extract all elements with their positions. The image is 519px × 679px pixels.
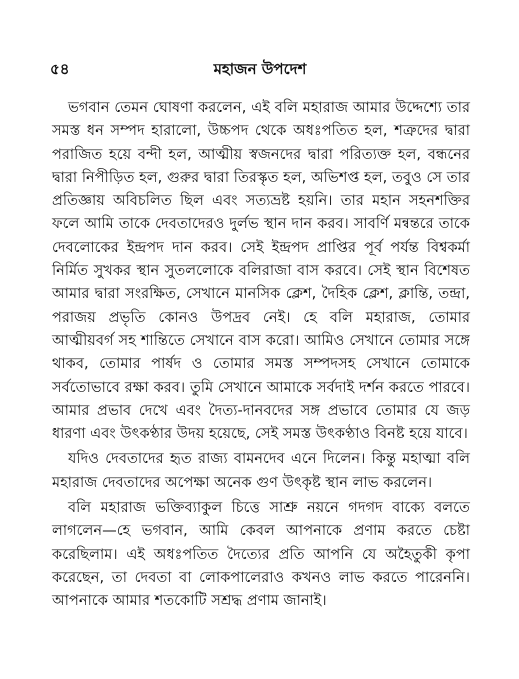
running-title: মহাজন উপদেশ <box>213 60 307 78</box>
page-body <box>52 96 470 613</box>
paragraph-3: বলি মহারাজ ভক্তিব্যাকুল চিত্তে সাশ্রু নয়নে গদগদ বাক্যে বলতে লাগলেন—হে ভগবান, আমি কেবল আপনাকে প্রণাম করতে চেষ্টা করেছিলাম। এই অধঃপতিত দৈত্যের প্রতি আপনি যে অহৈতুকী কৃপা করেছেন, তা দেবতা বা লোকপালেরাও কখনও লাভ করতে পারেননি। আপনাকে আমার শতকোটি সশ্রদ্ধ প্রণাম জানাই। <box>52 499 470 610</box>
paragraph-1: ভগবান তেমন ঘোষণা করলেন, এই বলি মহারাজ আমার উদ্দেশ্যে তার সমস্ত ধন সম্পদ হারালো, উচ্চপদ থেকে অধঃপতিত হল, শত্রুদের দ্বারা পরাজিত হয়ে বন্দী হল, আত্মীয় স্বজনদের দ্বারা পরিত্যক্ত হল, বন্ধনের দ্বারা নিপীড়িত হল, গুরুর দ্বারা তিরস্কৃত হল, অভিশপ্ত হল, তবুও সে তার প্রতিজ্ঞায় অবিচলিত ছিল এবং সত্যভ্রষ্ট হয়নি। তার মহান সহনশক্তির ফলে আমি তাকে দেবতাদেরও দুর্লভ স্থান দান করব। সাবর্ণি মন্বন্তরে তাকে দেবলোকের ইন্দ্রপদ দান করব। সেই ইন্দ্রপদ প্রাপ্তির পূর্ব পর্যন্ত বিশ্বকর্মা নির্মিত সুখকর স্থান সুতললোকে বলিরাজা বাস করবে। সেই স্থান বিশেষত আমার দ্বারা সংরক্ষিত, সেখানে মানসিক ক্লেশ, দৈহিক ক্লেশ, ক্লান্তি, তন্দ্রা, পরাজয় প্রভৃতি কোনও উপদ্রব নেই। হে বলি মহারাজ, তোমার আত্মীয়বর্গ সহ শান্তিতে সেখানে বাস করো। আমিও সেখানে তোমার সঙ্গে থাকব, তোমার পার্ষদ ও তোমার সমস্ত সম্পদসহ সেখানে তোমাকে সর্বতোভাবে রক্ষা করব। তুমি সেখানে আমাকে সর্বদাই দর্শন করতে পারবে। আমার প্রভাব দেখে এবং দৈত্য-দানবদের সঙ্গ প্রভাবে তোমার যে জড় ধারণা এবং উৎকণ্ঠার উদয় হয়েছে, সেই সমস্ত উৎকণ্ঠাও বিনষ্ট হয়ে যাবে। <box>52 99 470 443</box>
paragraph-2: যদিও দেবতাদের হৃত রাজ্য বামনদেব এনে দিলেন। কিন্তু মহাত্মা বলি মহারাজ দেবতাদের অপেক্ষা অনেক গুণ উৎকৃষ্ট স্থান লাভ করলেন। <box>52 450 470 491</box>
page-number: ৫৪ <box>50 60 70 78</box>
page-header <box>50 58 470 80</box>
